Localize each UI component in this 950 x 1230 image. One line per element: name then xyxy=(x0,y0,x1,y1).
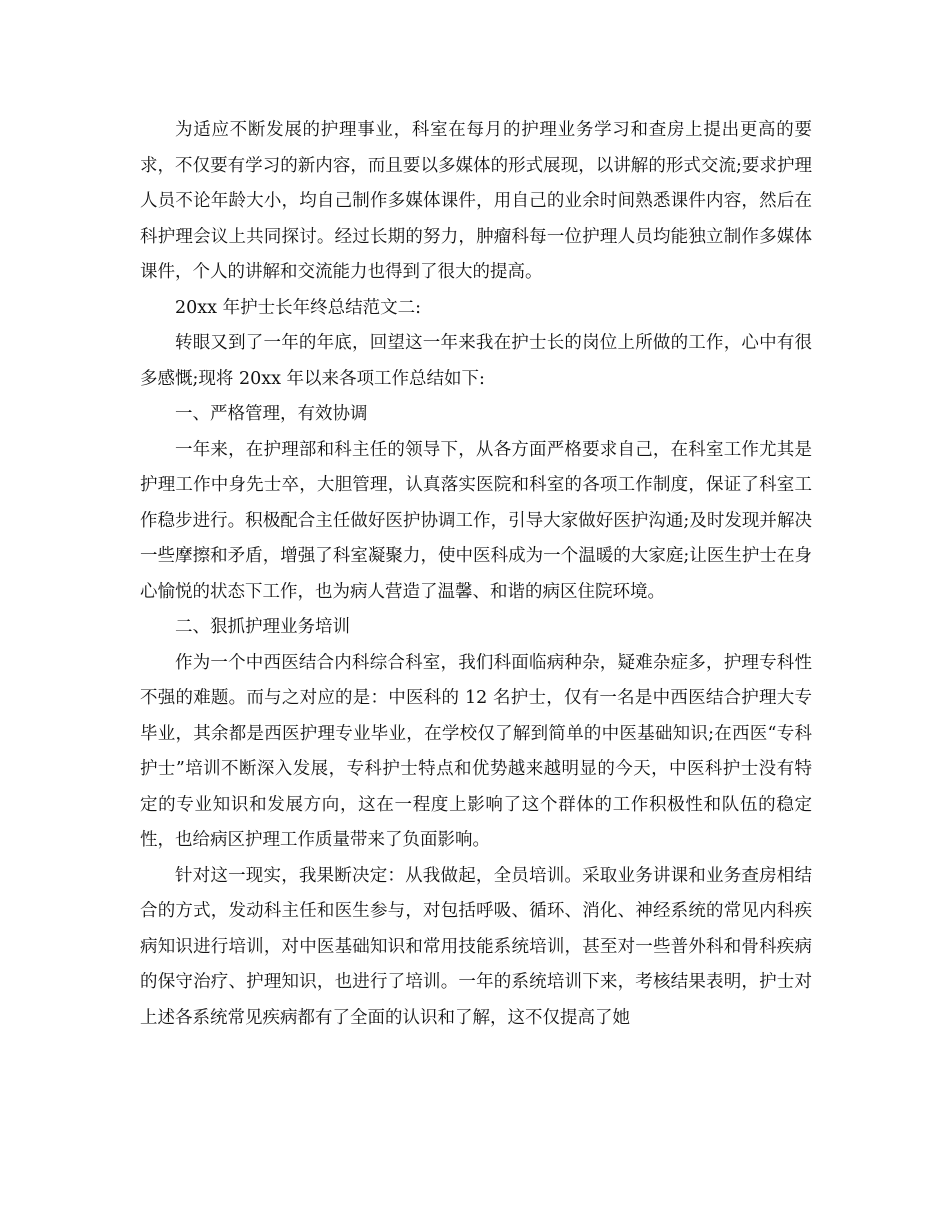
paragraph-multimedia-training: 为适应不断发展的护理事业，科室在每月的护理业务学习和查房上提出更高的要求，不仅要有学习的新内容，而且要以多媒体的形式展现，以讲解的形式交流;要求护理人员不论年龄大小，均自己制作多媒体课件，用自己的业余时间熟悉课件内容，然后在科护理会议上共同探讨。经过长期的努力，肿瘤科每一位护理人员均能独立制作多媒体课件，个人的讲解和交流能力也得到了很大的提高。 xyxy=(140,120,812,282)
paragraph-management: 一年来，在护理部和科主任的领导下，从各方面严格要求自己，在科室工作尤其是护理工作中身先士卒，大胆管理，认真落实医院和科室的各项工作制度，保证了科室工作稳步进行。积极配合主任做好医护协调工作，引导大家做好医护沟通;及时发现并解决一些摩擦和矛盾，增强了科室凝聚力，使中医科成为一个温暖的大家庭;让医生护士在身心愉悦的状态下工作，也为病人营造了温馨、和谐的病区住院环境。 xyxy=(140,439,812,602)
document-body xyxy=(140,113,812,1036)
heading-training: 二、狠抓护理业务培训 xyxy=(175,617,350,637)
paragraph-training-background: 作为一个中西医结合内科综合科室，我们科面临病种杂，疑难杂症多，护理专科性不强的难题。而与之对应的是：中医科的 12 名护士，仅有一名是中西医结合护理大专毕业，其余都是西医护理专业毕业，在学校仅了解到简单的中医基础知识;在西医“专科护士”培训不断深入发展，专科护士特点和优势越来越明显的今天，中医科护士没有特定的专业知识和发展方向，这在一程度上影响了这个群体的工作积极性和队伍的稳定性，也给病区护理工作质量带来了负面影响。 xyxy=(140,652,812,850)
heading-strict-management: 一、严格管理，有效协调 xyxy=(175,404,368,424)
paragraph-intro: 转眼又到了一年的年底，回望这一年来我在护士长的岗位上所做的工作，心中有很多感慨;现将 20xx 年以来各项工作总结如下: xyxy=(140,333,812,389)
section-title-sample-two: 20xx 年护士长年终总结范文二: xyxy=(175,297,421,318)
paragraph-training-measures: 针对这一现实，我果断决定：从我做起，全员培训。采取业务讲课和业务查房相结合的方式，发动科主任和医生参与，对包括呼吸、循环、消化、神经系统的常见内科疾病知识进行培训，对中医基础知识和常用技能系统培训，甚至对一些普外科和骨科疾病的保守治疗、护理知识，也进行了培训。一年的系统培训下来，考核结果表明，护士对上述各系统常见疾病都有了全面的认识和了解，这不仅提高了她 xyxy=(140,865,812,1028)
